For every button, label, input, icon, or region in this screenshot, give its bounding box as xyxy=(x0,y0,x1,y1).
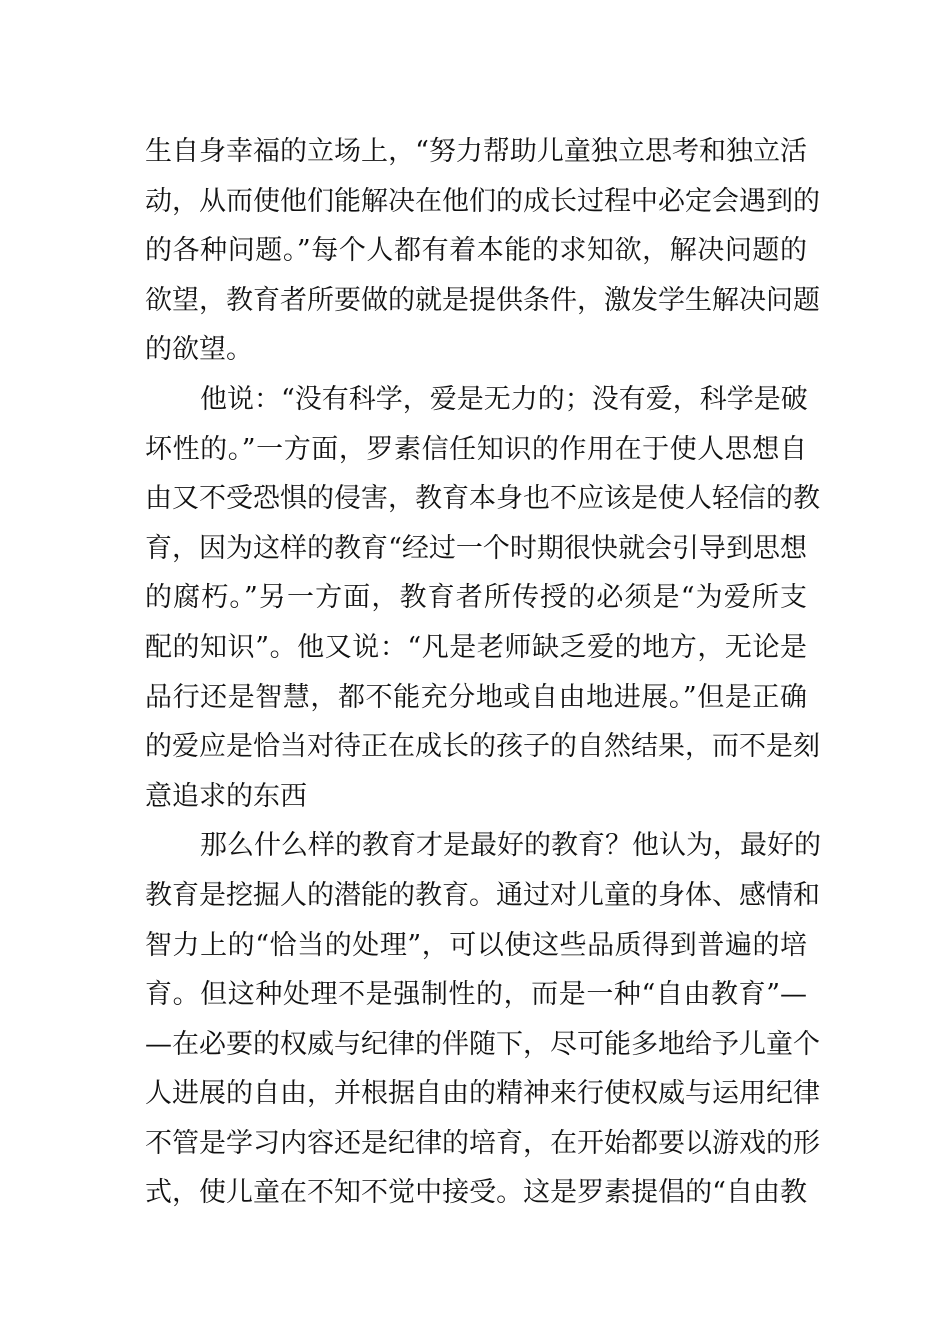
text-line: 的爱应是恰当对待正在成长的孩子的自然结果，而不是刻 xyxy=(145,731,820,763)
paragraph-3 xyxy=(145,821,821,1218)
text-line: 那么什么样的教育才是最好的教育？他认为，最好的 xyxy=(200,830,821,862)
paragraph-1 xyxy=(145,127,820,375)
text-line: 教育是挖掘人的潜能的教育。通过对儿童的身体、感情和 xyxy=(145,879,820,911)
text-line: 人进展的自由，并根据自由的精神来行使权威与运用纪律 xyxy=(145,1078,820,1110)
text-line: 不管是学习内容还是纪律的培育，在开始都要以游戏的形 xyxy=(145,1127,820,1159)
text-line: 的欲望。 xyxy=(145,334,253,366)
body-text xyxy=(145,127,821,1218)
text-line: 由又不受恐惧的侵害，教育本身也不应该是使人轻信的教 xyxy=(145,483,820,515)
text-line: 生自身幸福的立场上，“努力帮助儿童独立思考和独立活 xyxy=(145,136,807,167)
paragraph-2 xyxy=(145,375,820,821)
text-line: 育。但这种处理不是强制性的，而是一种“自由教育”— xyxy=(145,979,807,1011)
text-line: 配的知识”。他又说：“凡是老师缺乏爱的地方，无论是 xyxy=(145,631,807,663)
text-line: 意追求的东西 xyxy=(145,780,307,812)
text-line: 他说：“没有科学，爱是无力的；没有爱，科学是破 xyxy=(200,383,808,415)
text-line: 欲望，教育者所要做的就是提供条件，激发学生解决问题 xyxy=(145,284,820,316)
text-line: 的腐朽。”另一方面，教育者所传授的必须是“为爱所支 xyxy=(145,582,807,614)
text-line: 式，使儿童在不知不觉中接受。这是罗素提倡的“自由教 xyxy=(145,1177,807,1209)
text-line: 智力上的“恰当的处理”，可以使这些品质得到普遍的培 xyxy=(145,929,807,961)
text-line: —在必要的权威与纪律的伴随下，尽可能多地给予儿童个 xyxy=(145,1028,820,1060)
text-line: 品行还是智慧，都不能充分地或自由地进展。”但是正确 xyxy=(145,681,807,713)
text-line: 的各种问题。”每个人都有着本能的求知欲，解决问题的 xyxy=(145,235,807,267)
text-line: 动，从而使他们能解决在他们的成长过程中必定会遇到的 xyxy=(145,185,820,217)
text-line: 育，因为这样的教育“经过一个时期很快就会引导到思想 xyxy=(145,532,807,564)
text-line: 坏性的。”一方面，罗素信任知识的作用在于使人思想自 xyxy=(145,433,807,465)
